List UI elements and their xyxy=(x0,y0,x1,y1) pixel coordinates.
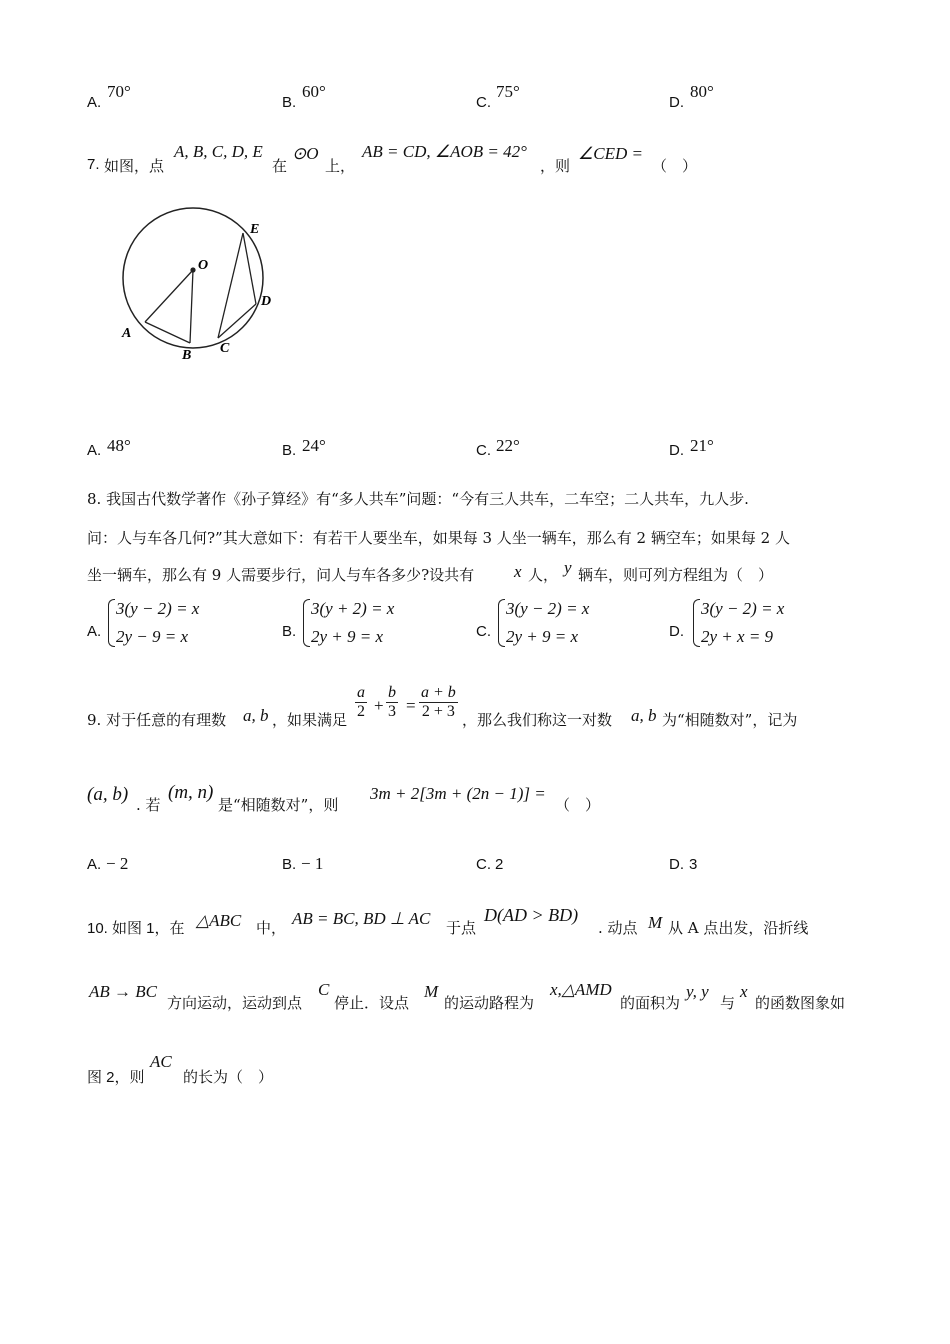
label-c: C xyxy=(220,341,230,356)
q10-m: M xyxy=(648,913,663,932)
q10-text-j: 与 xyxy=(720,994,736,1012)
q9-ab: a, b xyxy=(243,706,269,725)
q8-option-d-eq2: 2y + x = 9 xyxy=(701,627,774,646)
q9-text-e: . 若 xyxy=(136,796,161,814)
q9-fraction-sum xyxy=(419,684,458,721)
q8-line3c: 辆车，则可列方程组为（ ） xyxy=(578,566,774,584)
q8-option-b-eq1: 3(y + 2) = x xyxy=(311,599,395,618)
q10-text-d: . 动点 xyxy=(598,919,638,937)
q7-option-d-label: D. xyxy=(669,442,684,459)
label-d: D xyxy=(261,294,272,309)
q8-option-c-eq2: 2y + 9 = x xyxy=(506,627,579,646)
q8-option-a-system xyxy=(116,595,199,651)
segment-ob xyxy=(190,270,193,343)
q7-text-c: 上， xyxy=(325,157,356,175)
q7-text-a: 如图，点 xyxy=(104,157,165,175)
q7-target: ∠CED = xyxy=(578,144,643,163)
label-b: B xyxy=(182,348,192,363)
q7-circle: ⊙O xyxy=(292,144,319,163)
q10-text-h: 的运动路程为 xyxy=(444,994,535,1012)
q8-option-b-label: B. xyxy=(282,623,297,640)
q8-option-a-eq1: 3(y − 2) = x xyxy=(116,599,200,618)
q8-option-b-brace xyxy=(303,599,310,647)
q6-option-d-value: 80° xyxy=(690,82,714,101)
q7-number: 7. xyxy=(87,156,100,173)
q6-option-b-label: B. xyxy=(282,94,297,111)
q10-text-m: 的长为（ ） xyxy=(183,1068,274,1086)
q7-condition: AB = CD, ∠AOB = 42° xyxy=(362,142,527,161)
q8-var-y: y xyxy=(564,558,572,577)
q8-option-a-label: A. xyxy=(87,623,102,640)
q10-text-b: 中， xyxy=(256,919,287,937)
q9-text-f: 是“相随数对”，则 xyxy=(218,796,339,814)
q9-blank: （ ） xyxy=(555,796,601,814)
q10-text-c: 于点 xyxy=(446,919,477,937)
q9-fraction-a-2 xyxy=(355,684,367,721)
q8-option-c-brace xyxy=(498,599,505,647)
q8-var-x: x xyxy=(514,562,522,581)
q8-option-d-brace xyxy=(693,599,700,647)
q9-text-a: 9. 对于任意的有理数 xyxy=(87,711,227,729)
label-o: O xyxy=(198,258,209,273)
q6-option-c-label: C. xyxy=(476,94,491,111)
q7-circle-figure xyxy=(110,205,290,375)
q7-option-d-value: 21° xyxy=(690,436,714,455)
q10-point-d: D(AD > BD) xyxy=(484,905,579,925)
q9-f2-den: 3 xyxy=(388,703,396,720)
q10-yy: y, y xyxy=(686,982,709,1001)
q8-option-b-system xyxy=(311,595,394,651)
q7-option-a-label: A. xyxy=(87,442,102,459)
q8-option-d-label: D. xyxy=(669,623,684,640)
q6-option-d-label: D. xyxy=(669,94,684,111)
q9-option-c-label: C. xyxy=(476,856,491,873)
q6-option-b-value: 60° xyxy=(302,82,326,101)
segment-ab xyxy=(145,322,190,343)
q9-option-c-value: 2 xyxy=(495,856,504,873)
q9-option-b-value: − 1 xyxy=(301,854,324,873)
q9-fraction-b-3 xyxy=(386,684,398,721)
q7-blank: （ ） xyxy=(652,157,698,175)
q10-path: AB → BC xyxy=(89,982,157,1001)
q9-eq: = xyxy=(406,696,416,715)
q8-line3b: 人， xyxy=(528,566,559,584)
q9-text-c: ，那么我们称这一对数 xyxy=(462,711,613,729)
q8-option-a-eq2: 2y − 9 = x xyxy=(116,627,189,646)
q9-f3-den: 2 + 3 xyxy=(421,703,455,720)
q7-option-b-value: 24° xyxy=(302,436,326,455)
q8-option-b-eq2: 2y + 9 = x xyxy=(311,627,384,646)
q10-text-f: 方向运动，运动到点 xyxy=(167,994,303,1012)
q8-line2: 问：人与车各几何?”其大意如下：有若干人要坐车，如果每 3 人坐一辆车，那么有 2 辆空车；如果每 2 人 xyxy=(87,529,790,547)
q10-x-triangle: x,△AMD xyxy=(550,980,612,999)
q10-text-l: 图 2，则 xyxy=(87,1069,145,1086)
q10-text-g: 停止．设点 xyxy=(334,994,410,1012)
label-a: A xyxy=(122,326,132,341)
q9-pair: (a, b) xyxy=(87,784,129,805)
q7-option-a-value: 48° xyxy=(107,436,131,455)
q10-text-k: 的函数图象如 xyxy=(755,994,846,1012)
q8-line3a: 坐一辆车，那么有 9 人需要步行，问人与车各多少?设共有 xyxy=(87,566,475,584)
q7-text-b: 在 xyxy=(272,157,288,175)
q9-pair-mn: (m, n) xyxy=(168,782,214,803)
q9-option-a-label: A. xyxy=(87,856,102,873)
q7-option-c-value: 22° xyxy=(496,436,520,455)
q10-condition: AB = BC, BD ⊥ AC xyxy=(292,909,431,928)
q7-points: A, B, C, D, E xyxy=(174,142,263,161)
q8-option-a-brace xyxy=(108,599,115,647)
q7-option-b-label: B. xyxy=(282,442,297,459)
q7-text-d: ，则 xyxy=(540,157,571,175)
q6-option-a-label: A. xyxy=(87,94,102,111)
q8-option-c-system xyxy=(506,595,589,651)
label-e: E xyxy=(250,222,260,237)
q9-expression: 3m + 2[3m + (2n − 1)] = xyxy=(370,784,546,803)
q9-text-b: ，如果满足 xyxy=(272,711,348,729)
q9-plus: + xyxy=(374,696,384,715)
q10-triangle: △ABC xyxy=(196,911,242,930)
q10-m2: M xyxy=(424,982,439,1001)
q9-f2-num: b xyxy=(388,684,396,701)
q6-option-a-value: 70° xyxy=(107,82,131,101)
q10-x2: x xyxy=(740,982,748,1001)
q8-option-d-system xyxy=(701,595,784,651)
q9-option-d-value: 3 xyxy=(689,856,698,873)
q8-option-c-eq1: 3(y − 2) = x xyxy=(506,599,590,618)
q10-text-e: 从 A 点出发，沿折线 xyxy=(668,919,809,937)
q9-f1-den: 2 xyxy=(357,703,365,720)
q9-option-a-value: − 2 xyxy=(106,854,129,873)
q9-option-b-label: B. xyxy=(282,856,297,873)
segment-ec xyxy=(218,233,243,338)
q9-f1-num: a xyxy=(357,684,365,701)
q10-text-a: 10. 如图 1，在 xyxy=(87,920,185,937)
q8-option-c-label: C. xyxy=(476,623,491,640)
q8-option-d-eq1: 3(y − 2) = x xyxy=(701,599,785,618)
q9-f3-num: a + b xyxy=(421,684,456,701)
q10-ac: AC xyxy=(150,1052,172,1071)
q9-option-d-label: D. xyxy=(669,856,684,873)
q10-text-i: 的面积为 xyxy=(620,994,681,1012)
q7-option-c-label: C. xyxy=(476,442,491,459)
q9-text-d: 为“相随数对”，记为 xyxy=(662,711,798,729)
q10-c: C xyxy=(318,980,330,999)
q8-line1: 8. 我国古代数学著作《孙子算经》有“多人共车”问题：“今有三人共车，二车空；二人共车，九人步. xyxy=(87,490,749,508)
segment-oa xyxy=(145,270,193,322)
q9-ab2: a, b xyxy=(631,706,657,725)
q6-option-c-value: 75° xyxy=(496,82,520,101)
